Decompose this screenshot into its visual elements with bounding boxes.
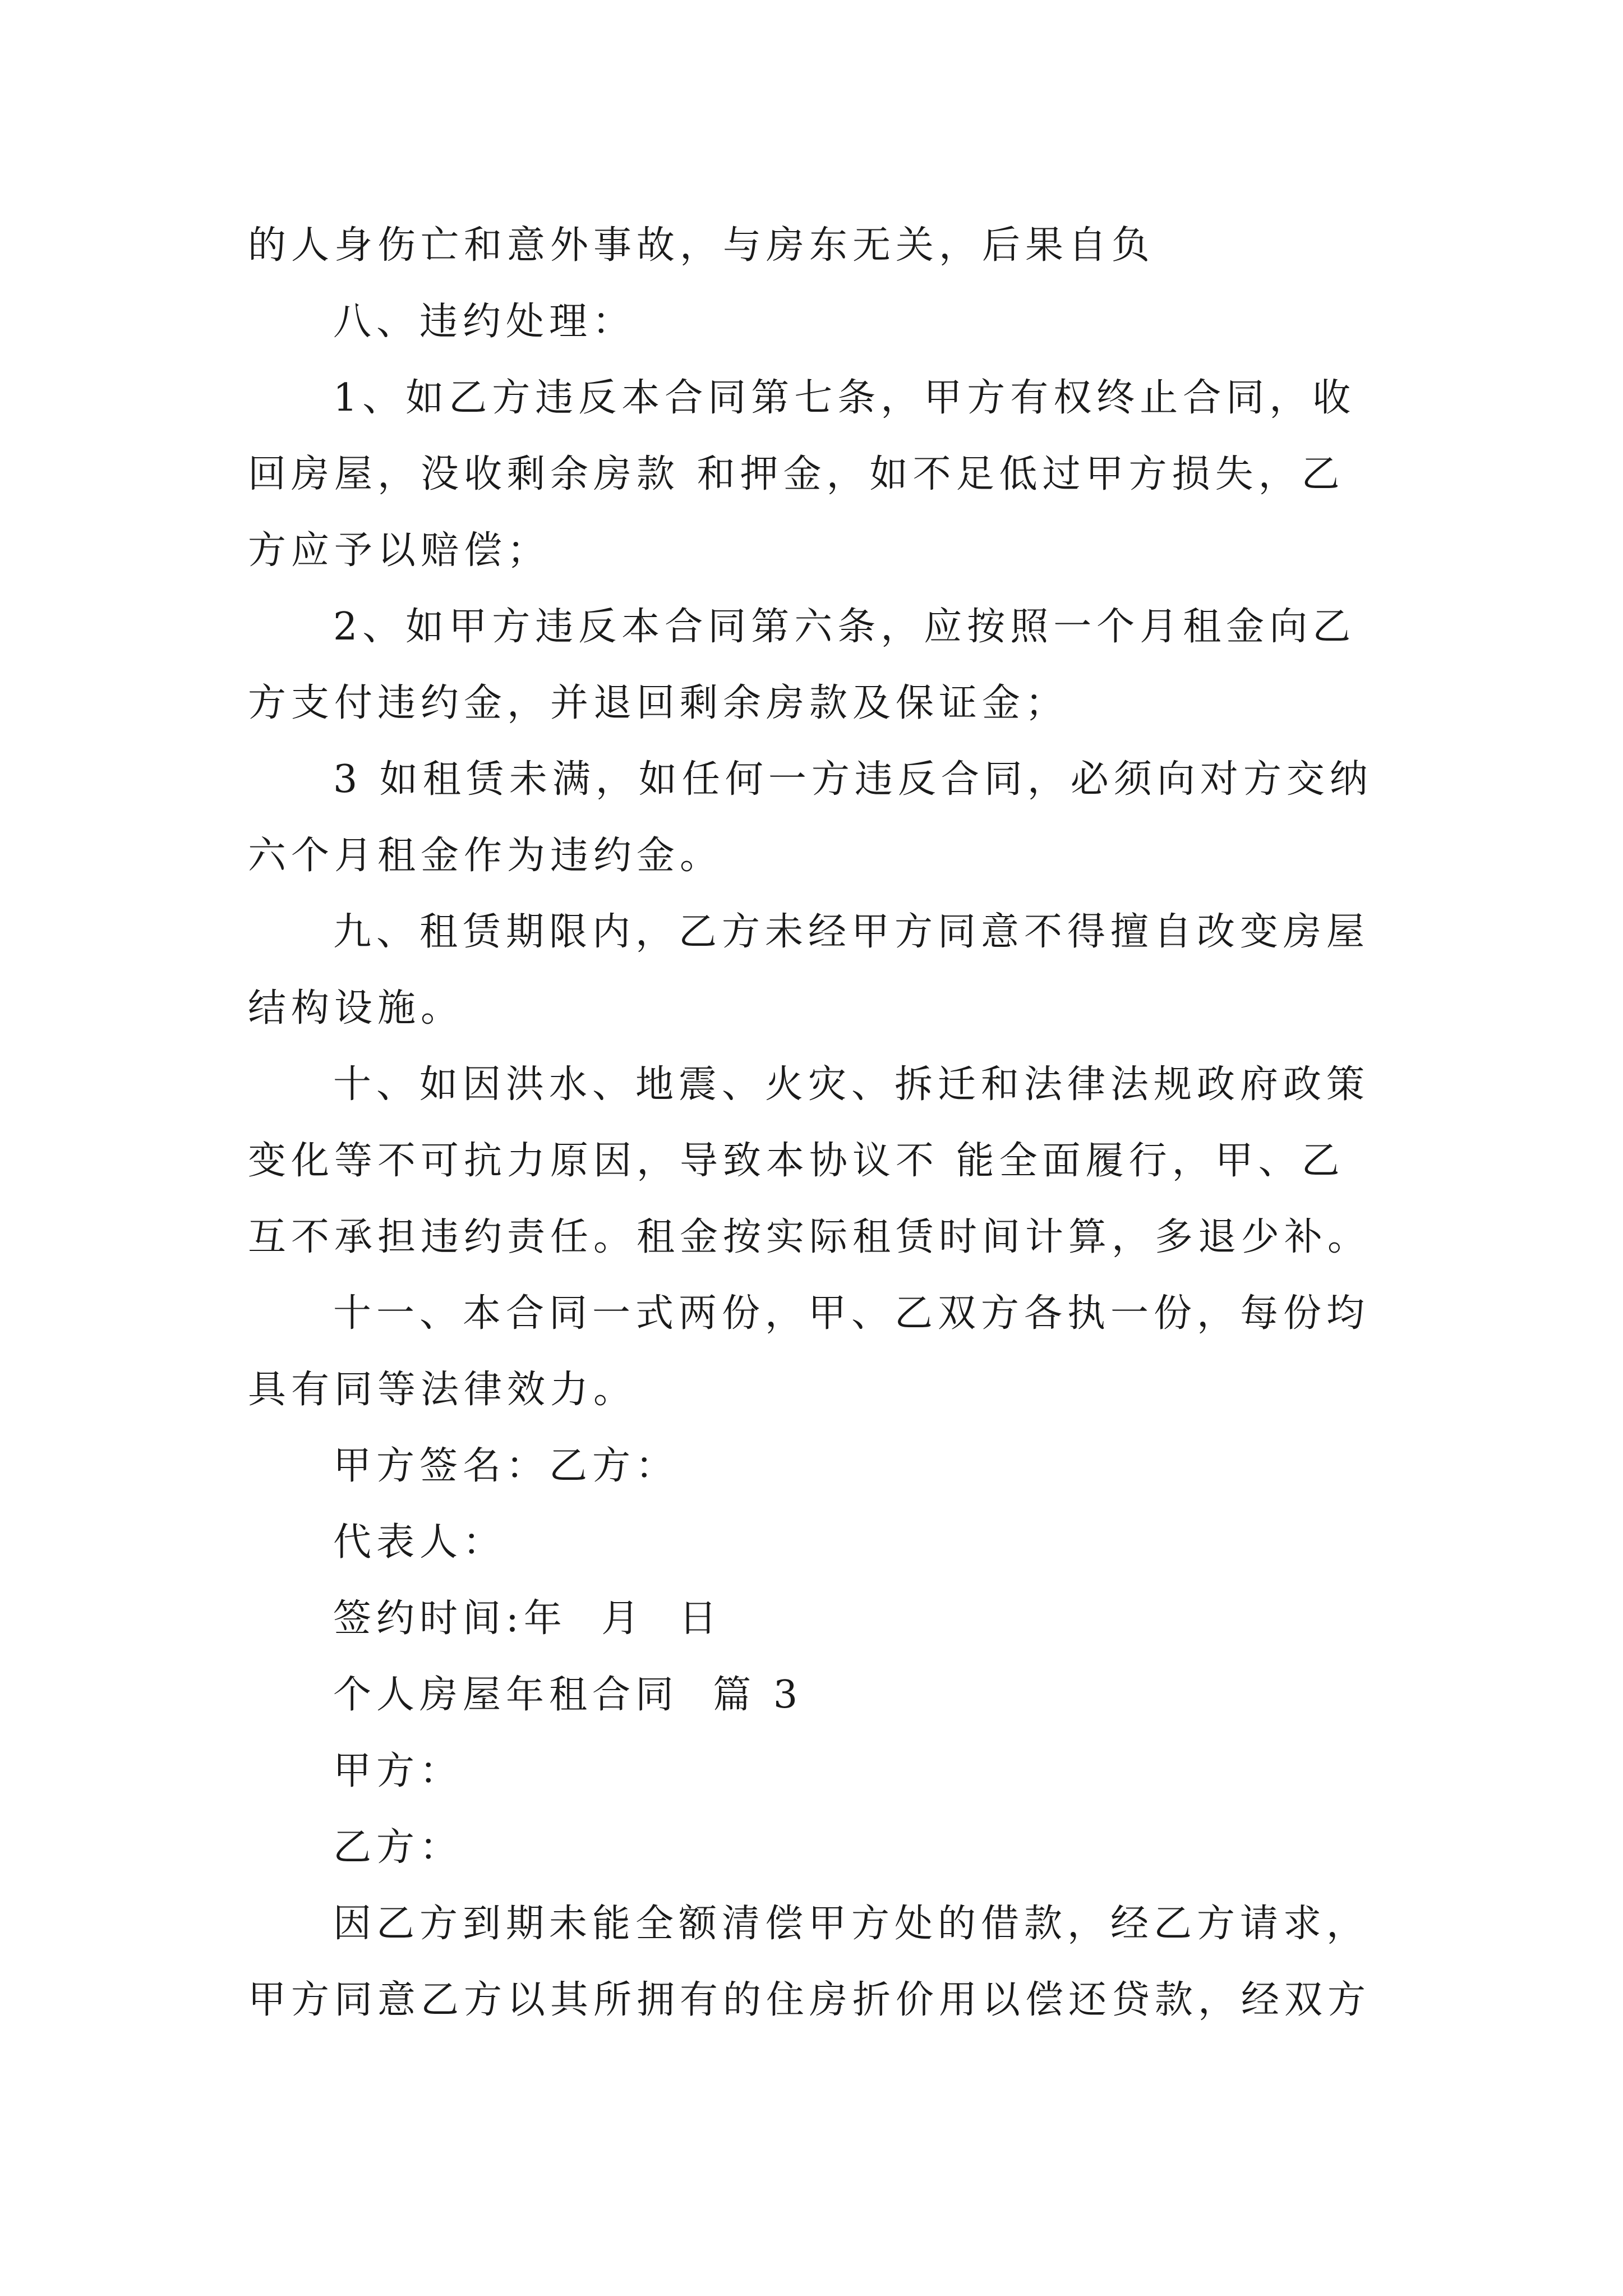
document-body xyxy=(248,208,1392,2039)
text-line: 方应予以赔偿； xyxy=(248,528,551,573)
text-line: 九、租赁期限内，乙方未经甲方同意不得擅自改变房屋 xyxy=(333,910,1370,954)
text-line: 乙方： xyxy=(333,1825,463,1870)
text-line: 结构设施。 xyxy=(248,986,464,1030)
text-line: 十、如因洪水、地震、火灾、拆迁和法律法规政府政策 xyxy=(333,1062,1370,1107)
text-line: 签约时间:年 月 日 xyxy=(333,1596,722,1641)
text-line: 甲方签名：乙方： xyxy=(333,1444,679,1488)
text-line: 八、违约处理： xyxy=(333,300,636,344)
text-line: 个人房屋年租合同 篇 3 xyxy=(333,1673,803,1717)
text-line: 1、如乙方违反本合同第七条，甲方有权终止合同，收 xyxy=(333,376,1356,420)
text-line: 六个月租金作为违约金。 xyxy=(248,834,723,878)
text-line: 甲方同意乙方以其所拥有的住房折价用以偿还贷款，经双方 xyxy=(248,1978,1371,2022)
text-line: 甲方： xyxy=(333,1749,463,1793)
text-line: 3 如租赁未满，如任何一方违反合同，必须向对方交纳 xyxy=(333,757,1373,802)
text-line: 十一、本合同一式两份，甲、乙双方各执一份，每份均 xyxy=(333,1291,1370,1336)
text-line: 因乙方到期未能全额清偿甲方处的借款，经乙方请求， xyxy=(333,1902,1370,1946)
text-line: 互不承担违约责任。租金按实际租赁时间计算，多退少补。 xyxy=(248,1215,1371,1259)
text-line: 变化等不可抗力原因，导致本协议不 能全面履行，甲、乙 xyxy=(248,1139,1345,1183)
text-line: 2、如甲方违反本合同第六条，应按照一个月租金向乙 xyxy=(333,605,1356,649)
text-line: 代表人： xyxy=(333,1520,506,1565)
text-line: 回房屋，没收剩余房款 和押金，如不足低过甲方损失，乙 xyxy=(248,452,1345,496)
text-line: 方支付违约金，并退回剩余房款及保证金； xyxy=(248,681,1069,725)
text-line: 具有同等法律效力。 xyxy=(248,1368,637,1412)
text-line: 的人身伤亡和意外事故，与房东无关，后果自负 xyxy=(248,223,1155,268)
